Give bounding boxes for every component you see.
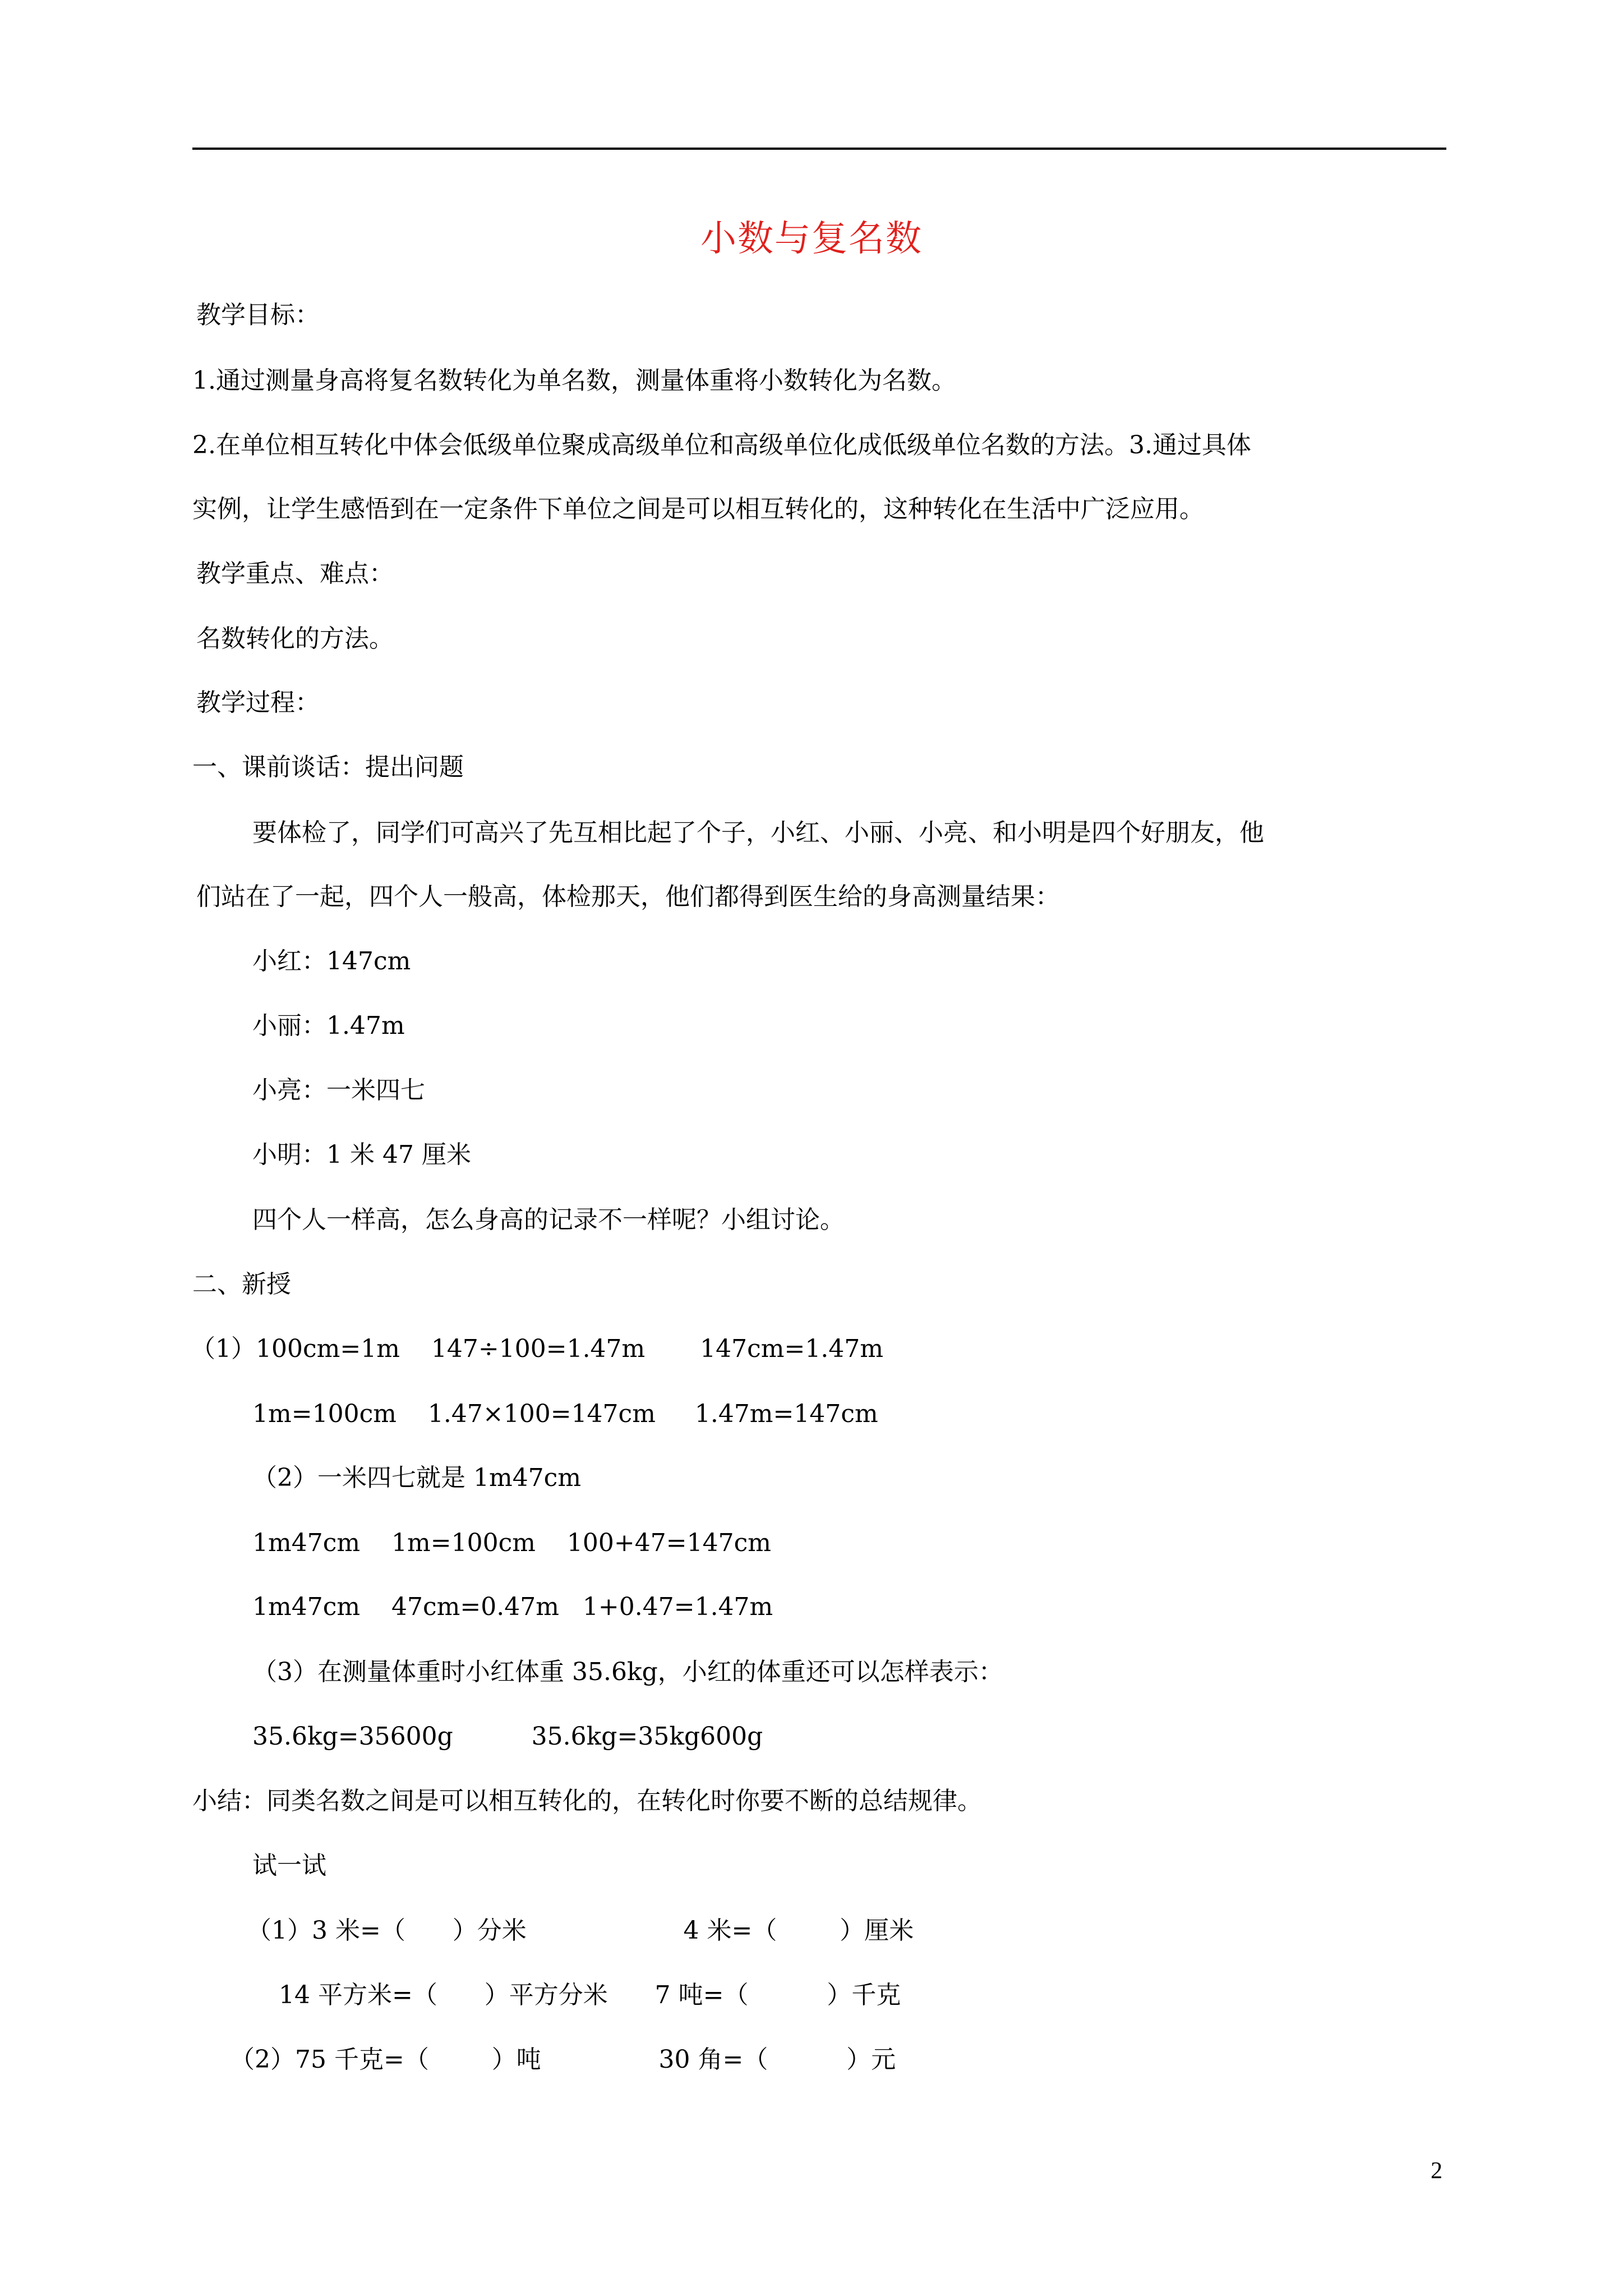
objective-2: 2.在单位相互转化中体会低级单位聚成高级单位和高级单位化成低级单位名数的方法。3.通过具体 <box>192 431 1251 459</box>
height-record-xiaoming: 小明：1 米 47 厘米 <box>252 1140 471 1169</box>
conversion-line-4: 1m47cm 1m=100cm 100+47=147cm <box>252 1529 771 1557</box>
weight-question: （3）在测量体重时小红体重 35.6kg，小红的体重还可以怎样表示： <box>252 1658 1003 1686</box>
height-record-xiaoliang: 小亮：一米四七 <box>252 1076 425 1105</box>
document-title: 小数与复名数 <box>700 218 923 260</box>
height-record-xiaohong: 小红：147cm <box>252 947 411 976</box>
practice-line-2: 14 平方米=（ ）平方分米 7 吨=（ ）千克 <box>279 1981 901 2009</box>
conversion-line-1: （1）100cm=1m 147÷100=1.47m 147cm=1.47m <box>191 1335 884 1363</box>
section-heading-key-points: 教学重点、难点： <box>196 559 394 588</box>
height-record-xiaoli: 小丽：1.47m <box>252 1011 405 1040</box>
conversion-line-2: 1m=100cm 1.47×100=147cm 1.47m=147cm <box>252 1400 878 1428</box>
key-points-text: 名数转化的方法。 <box>196 624 394 653</box>
section-heading-process: 教学过程： <box>196 688 320 717</box>
practice-line-1: （1）3 米=（ ）分米 4 米=（ ）厘米 <box>247 1916 914 1945</box>
conversion-line-5: 1m47cm 47cm=0.47m 1+0.47=1.47m <box>252 1593 773 1621</box>
practice-heading: 试一试 <box>252 1851 326 1880</box>
objective-3: 实例，让学生感悟到在一定条件下单位之间是可以相互转化的，这种转化在生活中广泛应用。 <box>192 495 1204 523</box>
header-rule <box>192 148 1446 150</box>
practice-line-3: （2）75 千克=（ ）吨 30 角=（ ）元 <box>230 2045 896 2074</box>
discussion-question: 四个人一样高，怎么身高的记录不一样呢？小组讨论。 <box>252 1205 845 1234</box>
weight-conversion: 35.6kg=35600g 35.6kg=35kg600g <box>252 1722 763 1751</box>
part-1-heading: 一、课前谈话：提出问题 <box>192 753 464 781</box>
summary-text: 小结：同类名数之间是可以相互转化的，在转化时你要不断的总结规律。 <box>192 1787 982 1815</box>
conversion-line-3: （2）一米四七就是 1m47cm <box>252 1464 582 1492</box>
part-2-heading: 二、新授 <box>192 1270 291 1299</box>
objective-1: 1.通过测量身高将复名数转化为单名数，测量体重将小数转化为名数。 <box>192 366 956 395</box>
story-paragraph-line-2: 们站在了一起，四个人一般高，体检那天，他们都得到医生给的身高测量结果： <box>196 882 1060 911</box>
section-heading-objectives: 教学目标： <box>196 301 320 329</box>
page-number: 2 <box>1431 2158 1442 2184</box>
story-paragraph-line-1: 要体检了，同学们可高兴了先互相比起了个子，小红、小丽、小亮、和小明是四个好朋友，他 <box>252 818 1264 847</box>
